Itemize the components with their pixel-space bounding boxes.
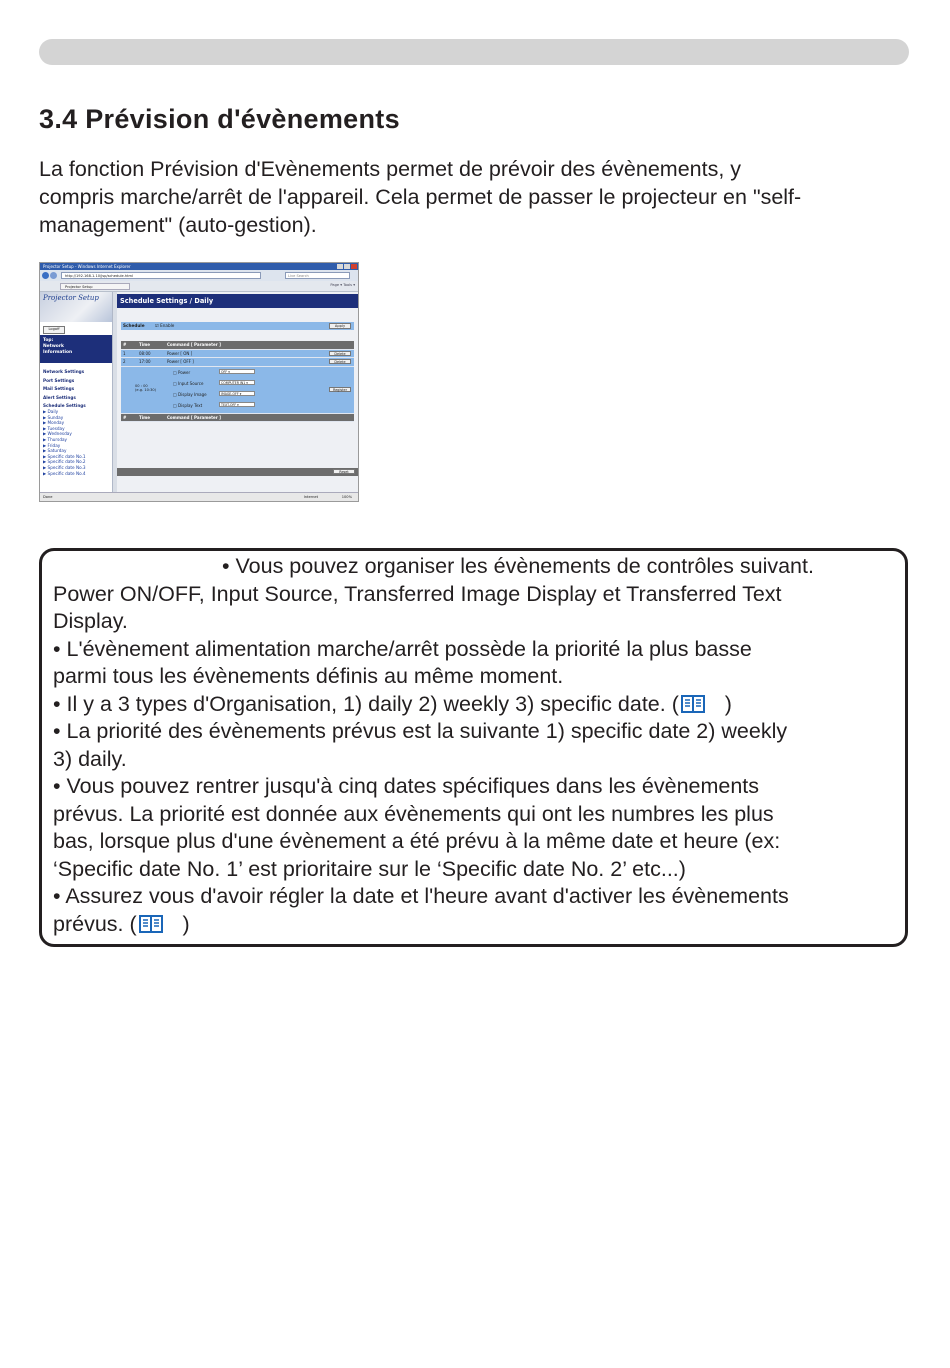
- top-block-line: Network: [43, 343, 64, 349]
- header-number: #: [123, 342, 127, 347]
- note-text: ‘Specific date No. 1’ est prioritaire sur le ‘Specific date No. 2’ etc...): [53, 856, 686, 881]
- table-footer-header: [121, 414, 354, 423]
- note-line: [53, 911, 190, 939]
- note-line: [53, 801, 774, 829]
- note-line: [53, 718, 787, 746]
- note-text: Display.: [53, 609, 128, 633]
- browser-status-bar: [40, 492, 358, 501]
- browser-tab: Projector Setup: [60, 283, 130, 290]
- table-header: [121, 341, 354, 350]
- menu-item: Schedule Settings: [43, 403, 86, 409]
- note-text: • La priorité des évènements prévus est la suivante 1) specific date 2) weekly: [53, 719, 788, 743]
- network-information-block: [40, 335, 112, 363]
- menu-item: ▶ Daily: [43, 408, 59, 414]
- reset-bar: [117, 468, 358, 476]
- time-input: [135, 384, 156, 392]
- intro-line: management" (auto-gestion).: [39, 213, 317, 237]
- note-line: [53, 691, 732, 719]
- note-line: [53, 746, 127, 774]
- schedule-settings-screenshot: [39, 262, 359, 502]
- delete-button: Delete: [329, 359, 351, 364]
- note-text: 3) daily.: [53, 746, 127, 771]
- side-menu: [40, 292, 112, 492]
- menu-item: ▶ Friday: [43, 442, 61, 448]
- menu-item: ▶ Tuesday: [43, 425, 65, 431]
- row-command: Power [ ON ]: [167, 350, 193, 356]
- close-icon: [351, 264, 357, 269]
- note-line: [53, 856, 686, 884]
- status-text: Done: [43, 495, 53, 499]
- note-ref-close: ): [164, 911, 190, 936]
- section-heading: 3.4 Prévision d'évènements: [39, 104, 400, 134]
- menu-item: ▶ Thursday: [43, 436, 68, 442]
- page-header-bar: [39, 39, 909, 65]
- table-row: [121, 358, 354, 367]
- note-line: [53, 581, 782, 609]
- option-select: OFF ▾: [219, 369, 255, 374]
- row-command: Power [ OFF ]: [167, 359, 194, 364]
- note-text: Power ON/OFF, Input Source, Transferred Image Display et Transferred Text: [53, 581, 782, 606]
- header-command: Command [ Parameter ]: [167, 342, 221, 347]
- enable-checkbox: ☑ Enable: [155, 323, 175, 328]
- note-line: [53, 636, 752, 664]
- browser-tools: Page ▾ Tools ▾: [330, 283, 355, 287]
- note-text: prévus. (: [53, 911, 137, 936]
- menu-item: ▶ Specific date No.1: [43, 453, 86, 459]
- schedule-enable-row: [121, 322, 354, 330]
- note-ref-close: ): [706, 691, 732, 716]
- new-event-editor: [121, 367, 354, 414]
- top-block-line: Information: [43, 349, 73, 355]
- schedule-label: Schedule: [123, 323, 145, 328]
- address-field: http://192.168.1.10/jsp/schedule.html: [61, 272, 261, 279]
- footer-time: Time: [139, 414, 150, 420]
- projector-setup-logo: [40, 292, 112, 322]
- back-icon: [42, 272, 49, 279]
- note-text: • L'évènement alimentation marche/arrêt possède la priorité la plus basse: [53, 636, 752, 661]
- apply-button: Apply: [329, 323, 351, 329]
- address-bar: [40, 270, 358, 281]
- note-text: • Vous pouvez organiser les évènements de contrôles suivant.: [222, 554, 814, 578]
- note-line: [53, 773, 759, 801]
- option-label: □ Input Source: [173, 380, 204, 386]
- option-label: □ Display Text: [173, 402, 203, 408]
- note-text: • Vous pouvez rentrer jusqu'à cinq dates spécifiques dans les évènements: [53, 774, 760, 798]
- search-field: Live Search: [285, 272, 350, 279]
- forward-icon: [50, 272, 57, 279]
- menu-item: ▶ Saturday: [43, 448, 67, 454]
- window-controls: [337, 264, 357, 269]
- schedule-content: [117, 292, 358, 492]
- menu-item: ▶ Specific date No.2: [43, 459, 86, 465]
- note-text: • Il y a 3 types d'Organisation, 1) daily 2) weekly 3) specific date. (: [53, 691, 679, 716]
- minimize-icon: [337, 264, 343, 269]
- note-line: [53, 608, 128, 636]
- menu-item: ▶ Sunday: [43, 414, 64, 420]
- note-line: [53, 828, 780, 856]
- delete-button: Delete: [329, 351, 351, 356]
- time-value: 00 : 00: [135, 383, 148, 388]
- menu-item: ▶ Monday: [43, 420, 65, 426]
- option-select: COMPUTER IN1 ▾: [219, 380, 255, 385]
- menu-item: ▶ Specific date No.3: [43, 464, 86, 470]
- row-time: 08:00: [139, 350, 151, 356]
- window-title: Projector Setup - Windows Internet Explorer: [43, 264, 131, 269]
- option-select: IMAGE-OFF ▾: [219, 391, 255, 396]
- schedule-page-title: Schedule Settings / Daily: [117, 294, 358, 308]
- intro-line: La fonction Prévision d'Evènements permet de prévoir des évènements, y: [39, 157, 742, 181]
- settings-menu: [43, 366, 111, 476]
- schedule-table: [121, 341, 354, 422]
- note-text: • Assurez vous d'avoir régler la date et l'heure avant d'activer les évènements: [53, 884, 789, 908]
- browser-title-bar: [40, 263, 358, 270]
- intro-line: compris marche/arrêt de l'appareil. Cela permet de passer le projecteur en "self-: [39, 185, 802, 209]
- note-text: bas, lorsque plus d'une évènement a été prévu à la même date et heure (ex:: [53, 829, 781, 853]
- logo-text: Projector Setup: [43, 294, 99, 302]
- menu-item: Alert Settings: [43, 394, 76, 400]
- menu-item: ▶ Wednesday: [43, 431, 72, 437]
- row-number: 2: [123, 359, 126, 364]
- footer-number: #: [123, 414, 127, 420]
- menu-item: ▶ Specific date No.4: [43, 470, 86, 476]
- reset-button: Reset: [333, 469, 355, 474]
- intro-paragraph: [39, 155, 919, 239]
- note-line: [222, 553, 814, 581]
- top-block-line: Top:: [43, 338, 54, 343]
- option-select: TEXT-OFF ▾: [219, 402, 255, 407]
- header-time: Time: [139, 342, 150, 347]
- status-zoom: 100%: [341, 495, 352, 499]
- note-line: [53, 883, 789, 911]
- status-zone: Internet: [303, 495, 318, 499]
- footer-command: Command [ Parameter ]: [167, 414, 221, 420]
- menu-item: Port Settings: [43, 377, 75, 383]
- option-label: □ Power: [173, 369, 191, 375]
- register-button: Register: [329, 387, 351, 392]
- book-icon: [681, 694, 705, 714]
- browser-tab-strip: [40, 281, 358, 292]
- logoff-button: Logoff: [43, 326, 65, 334]
- time-hint: (e.g. 10:30): [135, 387, 157, 392]
- note-text: prévus. La priorité est donnée aux évènements qui ont les numbres les plus: [53, 801, 774, 826]
- book-icon: [139, 914, 163, 934]
- menu-item: Network Settings: [43, 369, 85, 374]
- maximize-icon: [344, 264, 350, 269]
- note-line: [53, 663, 563, 691]
- option-label: □ Display Image: [173, 391, 207, 397]
- row-time: 17:00: [139, 359, 151, 364]
- note-text: parmi tous les évènements définis au même moment.: [53, 664, 564, 688]
- menu-item: Mail Settings: [43, 386, 75, 392]
- table-row: [121, 350, 354, 359]
- row-number: 1: [123, 350, 126, 356]
